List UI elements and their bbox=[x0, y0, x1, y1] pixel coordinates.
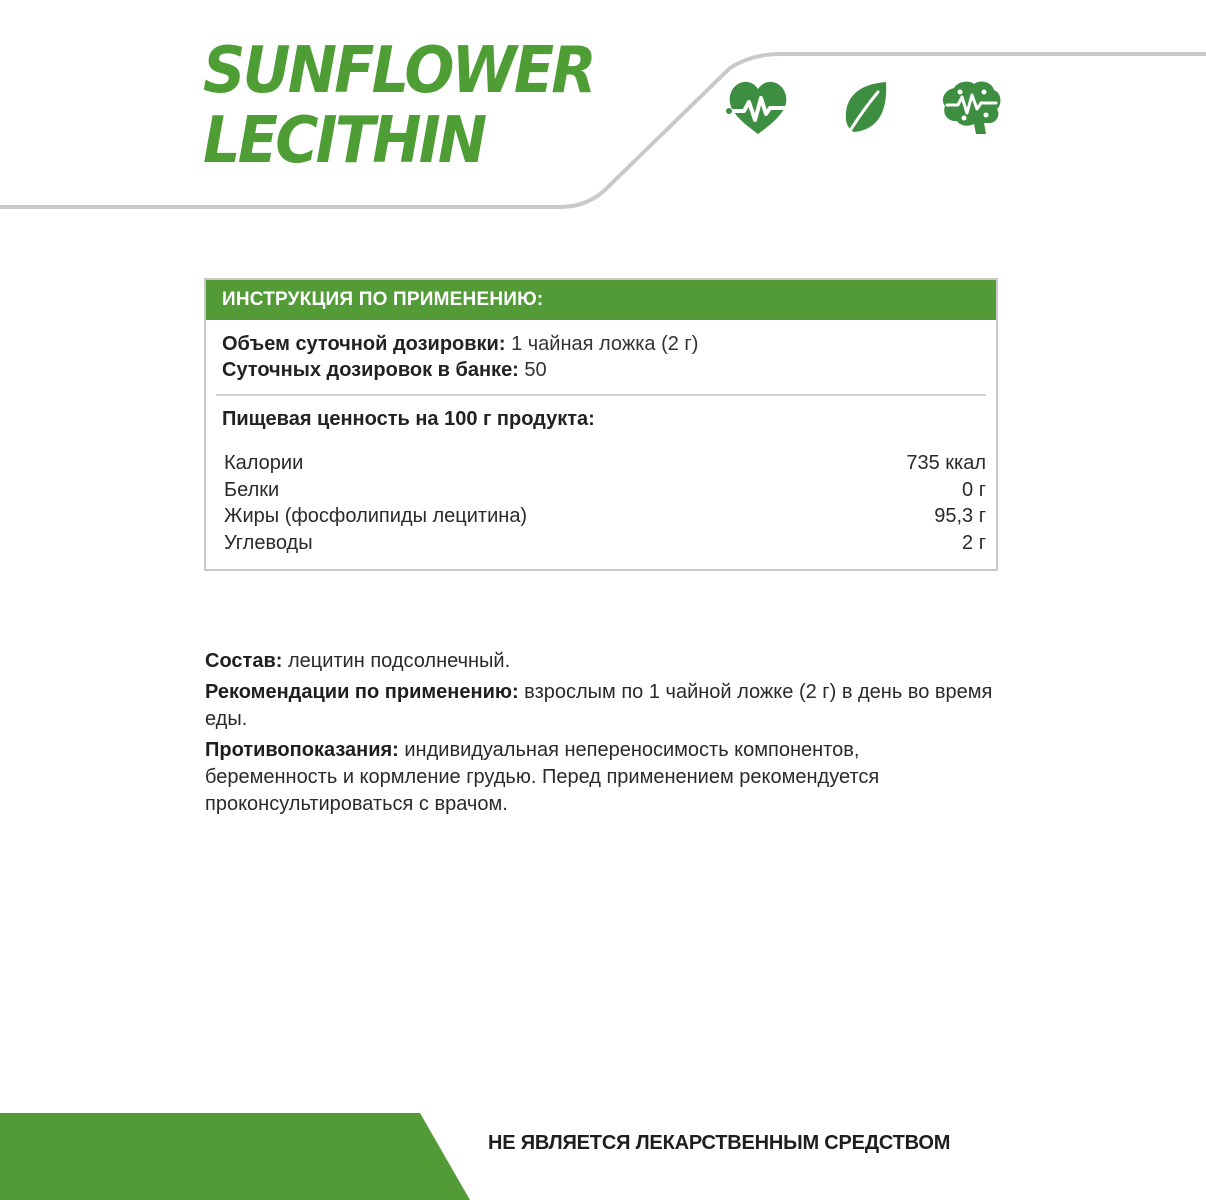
daily-dose-label: Объем суточной дозировки: bbox=[222, 333, 506, 355]
nutrient-name: Калории bbox=[224, 452, 304, 474]
nutrient-value: 0 г bbox=[962, 478, 986, 501]
footer-disclaimer: НЕ ЯВЛЯЕТСЯ ЛЕКАРСТВЕННЫМ СРЕДСТВОМ bbox=[488, 1132, 951, 1154]
nutrition-row bbox=[224, 477, 986, 504]
daily-dose-value: 1 чайная ложка (2 г) bbox=[505, 333, 699, 355]
nutrient-value: 735 ккал bbox=[906, 452, 986, 474]
nutrient-value: 95,3 г bbox=[934, 505, 986, 527]
contraindications-label: Противопоказания: bbox=[205, 739, 399, 761]
nutrient-name: Углеводы bbox=[224, 531, 313, 554]
product-info bbox=[205, 648, 995, 822]
contraindications-paragraph bbox=[205, 737, 995, 818]
nutrition-row bbox=[224, 503, 986, 530]
contraindications-text: индивидуальная непереносимость компонентов, беременность и кормление грудью. Перед применением рекомендуется проконсультироваться с врачом. bbox=[205, 739, 880, 815]
benefit-icons bbox=[726, 78, 1006, 142]
composition-paragraph bbox=[205, 648, 995, 675]
composition-label: Состав: bbox=[205, 650, 283, 672]
recommendations-paragraph bbox=[205, 679, 995, 733]
leaf-icon bbox=[836, 78, 900, 138]
product-title-line1: SUNFLOWER bbox=[203, 34, 594, 108]
nutrient-name: Белки bbox=[224, 478, 280, 501]
header-decorative-line bbox=[0, 0, 1206, 220]
servings-line bbox=[222, 357, 980, 383]
footer-green-band bbox=[0, 1113, 470, 1200]
brain-icon bbox=[940, 78, 1004, 138]
nutrition-title: Пищевая ценность на 100 г продукта: bbox=[222, 408, 595, 430]
nutrition-row bbox=[224, 530, 986, 557]
instructions-heading: ИНСТРУКЦИЯ ПО ПРИМЕНЕНИЮ: bbox=[206, 280, 996, 320]
daily-dose-line bbox=[222, 331, 980, 357]
servings-value: 50 bbox=[518, 359, 547, 381]
product-title bbox=[203, 36, 594, 176]
nutrition-row bbox=[224, 450, 986, 477]
recommendations-text: взрослым по 1 чайной ложке (2 г) в день во время еды. bbox=[205, 681, 993, 730]
nutrient-name: Жиры (фосфолипиды лецитина) bbox=[224, 505, 528, 527]
dosage-block bbox=[206, 320, 996, 384]
nutrient-value: 2 г bbox=[962, 531, 986, 554]
servings-label: Суточных дозировок в банке: bbox=[222, 359, 519, 381]
product-title-line2: LECITHIN bbox=[203, 104, 485, 178]
composition-text: лецитин подсолнечный. bbox=[282, 650, 511, 672]
recommendations-label: Рекомендации по применению: bbox=[205, 681, 519, 703]
heart-pulse-icon bbox=[726, 78, 790, 138]
instructions-panel bbox=[204, 278, 998, 571]
nutrition-table bbox=[206, 450, 996, 556]
